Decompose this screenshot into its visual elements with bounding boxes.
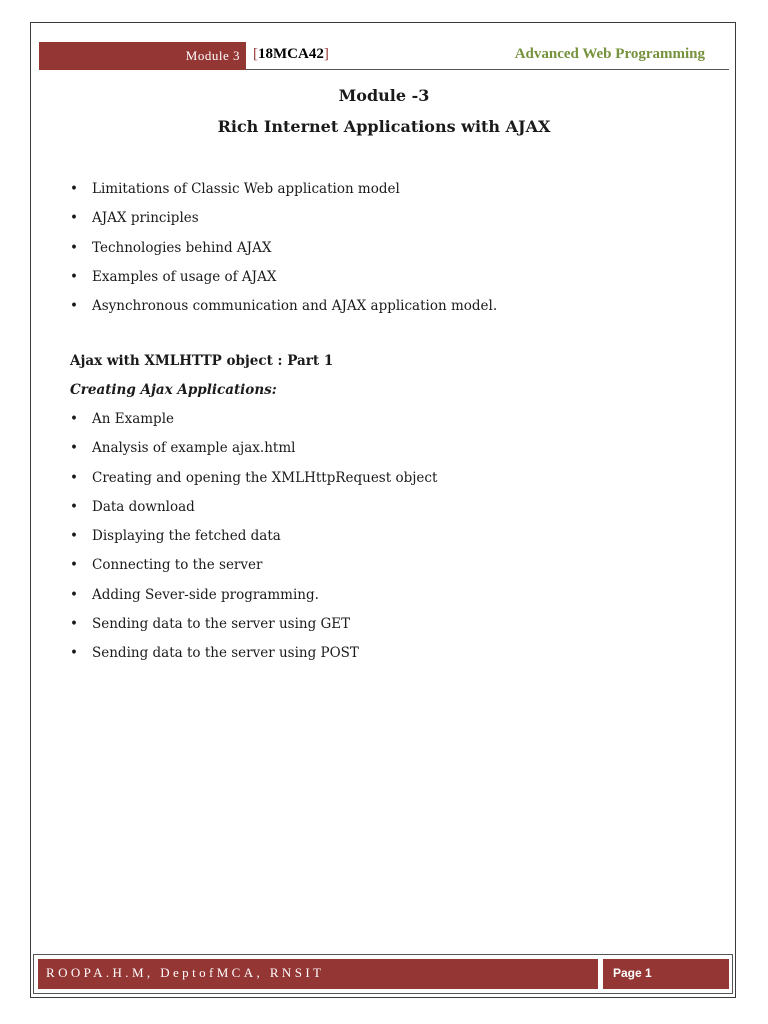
section-heading: Ajax with XMLHTTP object : Part 1 bbox=[70, 353, 334, 369]
page-number: Page 1 bbox=[613, 966, 652, 980]
bullet-icon: • bbox=[70, 411, 78, 427]
header-course-code: [18MCA42] bbox=[253, 46, 329, 62]
list-item: • Creating and opening the XMLHttpRequest object bbox=[70, 469, 438, 486]
header-module-band bbox=[39, 42, 246, 70]
footer-author: ROOPA.H.M, DeptofMCA, RNSIT bbox=[46, 965, 325, 980]
bullet-icon: • bbox=[70, 528, 78, 545]
page-header bbox=[39, 42, 729, 70]
list-item: • Data download bbox=[70, 498, 195, 515]
bullet-icon: • bbox=[70, 557, 78, 574]
header-subject: Advanced Web Programming bbox=[514, 46, 705, 62]
module-title: Module -3 bbox=[338, 86, 430, 105]
header-rule bbox=[246, 69, 729, 70]
list-item: • Examples of usage of AJAX bbox=[70, 268, 277, 285]
list-item: • AJAX principles bbox=[70, 210, 199, 227]
list-item: • Connecting to the server bbox=[70, 557, 263, 574]
list-item: • Limitations of Classic Web application model bbox=[70, 181, 400, 197]
bullet-icon: • bbox=[70, 181, 78, 197]
header-module-label: Module 3 bbox=[185, 48, 240, 63]
footer-author-band bbox=[38, 959, 598, 989]
bullet-icon: • bbox=[70, 616, 78, 633]
bullet-icon: • bbox=[70, 268, 78, 285]
list-item: • Sending data to the server using GET bbox=[70, 616, 351, 633]
list-item: • Asynchronous communication and AJAX application model. bbox=[70, 298, 498, 315]
bullet-icon: • bbox=[70, 498, 78, 515]
topic-list bbox=[70, 180, 497, 326]
list-item: • Displaying the fetched data bbox=[70, 528, 281, 545]
list-item: • An Example bbox=[70, 411, 175, 427]
list-item: • Adding Sever-side programming. bbox=[70, 586, 319, 603]
bullet-icon: • bbox=[70, 645, 78, 662]
bullet-icon: • bbox=[70, 210, 78, 227]
list-item: • Analysis of example ajax.html bbox=[70, 440, 296, 457]
section-subheading: Creating Ajax Applications: bbox=[70, 382, 277, 398]
bullet-icon: • bbox=[70, 239, 78, 256]
bullet-icon: • bbox=[70, 586, 78, 603]
section-item-list bbox=[70, 410, 437, 674]
module-subtitle: Rich Internet Applications with AJAX bbox=[217, 117, 551, 136]
list-item: • Sending data to the server using POST bbox=[70, 645, 359, 662]
bullet-icon: • bbox=[70, 298, 78, 315]
course-code-text: 18MCA42 bbox=[258, 46, 324, 62]
bullet-icon: • bbox=[70, 469, 78, 486]
bullet-icon: • bbox=[70, 440, 78, 457]
list-item: • Technologies behind AJAX bbox=[70, 239, 272, 256]
footer-page-band bbox=[603, 959, 729, 989]
